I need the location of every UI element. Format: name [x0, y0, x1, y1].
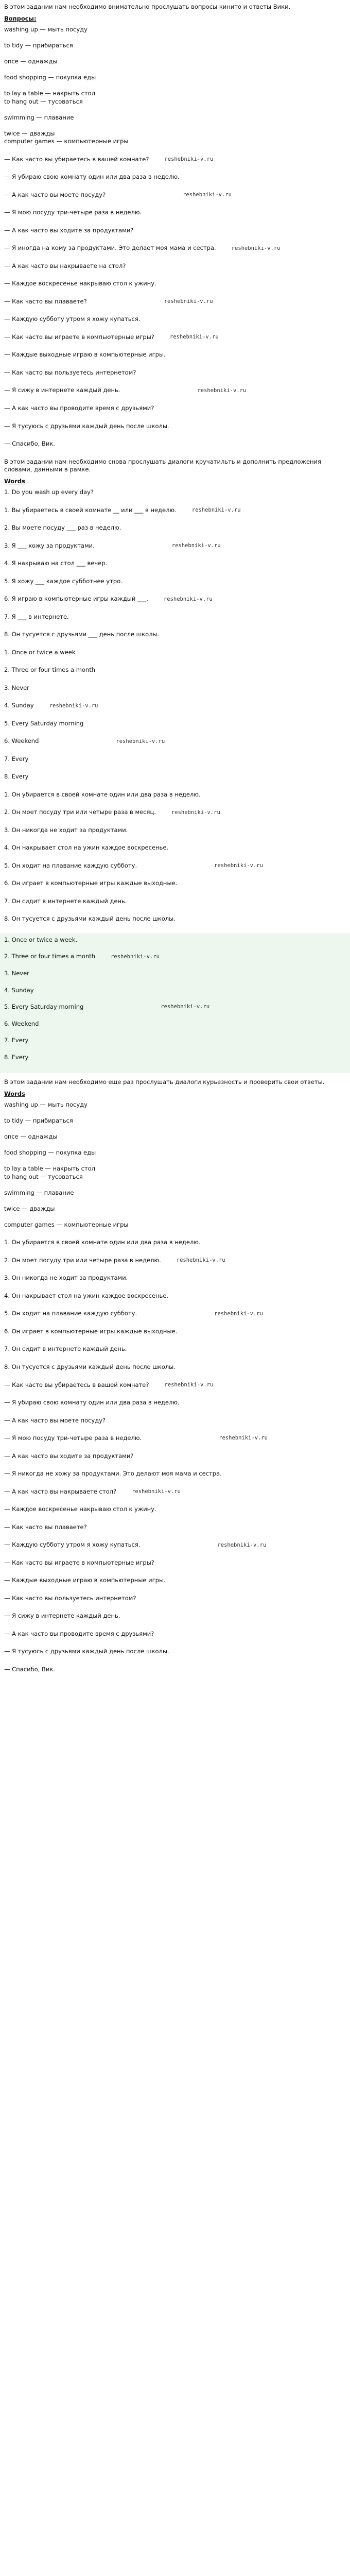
dialogue-line: — Я тусуюсь с друзьями каждый день после школы. [4, 1648, 169, 1655]
dialogue-line: — Я иногда на кому за продуктами. Это делает моя мама и сестра. reshebniki-v.ru [4, 244, 281, 252]
exercise-line: 1. Вы убираетесь в своей комнате __ или ___ в неделю. reshebniki-v.ru [4, 506, 241, 514]
watermark: reshebniki-v.ru [231, 245, 281, 251]
translation-line: 7. Он сидит в интернете каждый день. [4, 897, 127, 905]
dialogue-block-2 [4, 1381, 346, 1674]
dialogue-line: — Каждые выходные играю в компьютерные игры. [4, 1577, 166, 1584]
dialogue-line: — А как часто вы проводите время с друзьями? [4, 404, 154, 412]
dialogue-line: — Как часто вы играете в компьютерные игры? reshebniki-v.ru [4, 333, 219, 341]
answer-line: 4. Sunday [4, 986, 34, 994]
intro-paragraph-2: В этом задании нам необходимо снова прослушать диалоги кручатильть и дополнить предложения словами, данными в рамке. [4, 457, 321, 473]
answer-line: 5. Every Saturday morning reshebniki-v.ru [4, 1003, 210, 1011]
translation-line: 8. Он тусуется с друзьями каждый день после школы. [4, 915, 176, 923]
watermark: reshebniki-v.ru [49, 702, 98, 709]
dialogue-line: — Я сижу в интернете каждый день. [4, 1612, 120, 1620]
section-label-words-2: Words [4, 1090, 25, 1097]
section-label-words: Words [4, 477, 25, 485]
watermark: reshebniki-v.ru [197, 387, 247, 394]
exercise-line: 3. Я ___ хожу за продуктами. reshebniki-v.ru [4, 541, 221, 549]
dialogue-line: — Как часто вы играете в компьютерные игры? [4, 1558, 154, 1566]
dialogue-line: — Как часто вы плаваете? reshebniki-v.ru [4, 297, 213, 305]
watermark: reshebniki-v.ru [164, 156, 214, 163]
answer-line: 6. Weekend [4, 1020, 39, 1027]
dialogue-line: — Как часто вы пользуетесь интернетом? [4, 368, 136, 376]
dialogue-line: — Я убираю свою комнату один или два раза в неделю. [4, 173, 180, 181]
dialogue-line: — А как часто вы накрываете стол? reshebniki-v.ru [4, 1487, 181, 1495]
translation-line: 2. Он моет посуду три или четыре раза в неделю. reshebniki-v.ru [4, 1256, 225, 1264]
exercise-line: 5. Я хожу ___ каждое субботнее утро. [4, 577, 122, 585]
watermark: reshebniki-v.ru [183, 192, 232, 198]
answer-line: 8. Every [4, 773, 29, 781]
answer-line: 8. Every [4, 1053, 29, 1061]
answer-line: 1. Once or twice a week. [4, 936, 78, 943]
translation-line: 3. Он никогда не ходит за продуктами. [4, 1274, 128, 1282]
translation-line: 2. Он моет посуду три или четыре раза в месяц. reshebniki-v.ru [4, 808, 220, 816]
dialogue-line: — Каждую субботу утром я хожу купаться. [4, 315, 141, 323]
translation-line: 6. Он играет в компьютерные игры каждые выходные. [4, 879, 178, 887]
watermark: reshebniki-v.ru [169, 334, 219, 341]
translation-line: 4. Он накрывает стол на ужин каждое воскресенье. [4, 844, 169, 852]
dialogue-block-1 [4, 156, 346, 448]
dialogue-line: — Каждые выходные играю в компьютерные игры. [4, 351, 166, 359]
translation-line: 4. Он накрывает стол на ужин каждое воскресенье. [4, 1292, 169, 1299]
dialogue-line: — Каждое воскресенье накрываю стол к ужину. [4, 280, 156, 287]
dialogue-line: — А как часто вы накрываете на стол? [4, 262, 126, 269]
answer-line: 7. Every [4, 755, 29, 762]
exercise-line: 7. Я ___ в интернете. [4, 613, 69, 620]
watermark: reshebniki-v.ru [164, 1381, 214, 1388]
answer-line: 4. Sunday reshebniki-v.ru [4, 702, 98, 709]
answer-line: 2. Three or four times a month reshebniki-v.ru [4, 953, 160, 960]
dialogue-line: — Каждое воскресенье накрываю стол к ужину. [4, 1505, 156, 1513]
answer-line: 7. Every [4, 1037, 29, 1044]
dialogue-line: — А как часто вы ходите за продуктами? [4, 226, 134, 234]
exercise-line: 6. Я играю в компьютерные игры каждый ___. reshebniki-v.ru [4, 595, 213, 603]
dialogue-line: — Как часто вы пользуетесь интернетом? [4, 1594, 136, 1602]
answer-line: 3. Never [4, 970, 29, 977]
watermark: reshebniki-v.ru [171, 543, 221, 549]
dialogue-line: — Я мою посуду три-четыре раза в неделю. reshebniki-v.ru [4, 1434, 268, 1442]
fill-in-block [4, 488, 346, 674]
translations-block-1 [4, 791, 346, 923]
highlighted-answers [0, 933, 350, 1073]
vocab-block-2: washing up — мыть посуду to tidy — прибираться once — однажды food shopping — покупка еды to lay a table — накрыть стол to hang out — тусоваться swimming — плавание twice — дважды computer games — компьютерные игры [4, 1101, 129, 1228]
translation-line: 1. Он убирается в своей комнате один или два раза в неделю. [4, 1239, 201, 1246]
watermark: reshebniki-v.ru [171, 809, 220, 816]
translation-line: 8. Он тусуется с друзьями каждый день после школы. [4, 1363, 176, 1370]
intro-paragraph-3: В этом задании нам необходимо еще раз прослушать диалоги курьезность и проверить свои ответы. [4, 1078, 325, 1086]
answer-line: 6. Weekend reshebniki-v.ru [4, 737, 165, 745]
dialogue-line: — А как часто вы моете посуду? reshebniki-v.ru [4, 191, 232, 198]
section-label-questions: Вопросы: [4, 14, 37, 22]
exercise-line: 8. Он тусуется с друзьями ___ день после школы. [4, 631, 160, 638]
dialogue-line: — Как часто вы убираетесь в вашей комнате? reshebniki-v.ru [4, 1381, 214, 1388]
translations-block-2 [4, 1239, 346, 1371]
answer-line: 5. Every Saturday morning [4, 719, 84, 727]
translation-line: 5. Он ходит на плавание каждую субботу. reshebniki-v.ru [4, 1310, 263, 1317]
dialogue-line: — Я убираю свою комнату один или два раза в неделю. [4, 1399, 180, 1406]
watermark: reshebniki-v.ru [161, 1004, 210, 1010]
watermark: reshebniki-v.ru [191, 507, 241, 513]
intro-paragraph-1: В этом задании нам необходимо внимательно прослушать вопросы кинито и ответы Вики. [4, 3, 291, 10]
watermark: reshebniki-v.ru [132, 1488, 181, 1495]
translation-line: 7. Он сидит в интернете каждый день. [4, 1345, 127, 1353]
translation-line: 5. Он ходит на плавание каждую субботу. reshebniki-v.ru [4, 861, 263, 869]
translation-line: 1. Он убирается в своей комнате один или два раза в неделю. [4, 790, 201, 798]
translation-line: 3. Он никогда не ходит за продуктами. [4, 826, 128, 834]
dialogue-line: — Я тусуюсь с друзьями каждый день после школы. [4, 422, 169, 430]
watermark: reshebniki-v.ru [214, 1310, 263, 1317]
watermark: reshebniki-v.ru [214, 862, 263, 869]
exercise-line: 2. Three or four times a month [4, 666, 96, 674]
watermark: reshebniki-v.ru [163, 596, 213, 602]
dialogue-line: — Я сижу в интернете каждый день. reshebniki-v.ru [4, 386, 247, 394]
dialogue-line: — Спасибо, Вик. [4, 440, 55, 448]
dialogue-line: — Каждую субботу утром я хожу купаться. reshebniki-v.ru [4, 1541, 267, 1549]
watermark: reshebniki-v.ru [116, 738, 165, 744]
exercise-line: 1. Do you wash up every day? [4, 488, 94, 496]
watermark: reshebniki-v.ru [111, 953, 160, 960]
dialogue-line: — Спасибо, Вик. [4, 1665, 55, 1673]
answers-block [4, 684, 346, 781]
exercise-line: 4. Я накрываю на стол ___ вечер. [4, 560, 108, 567]
watermark: reshebniki-v.ru [164, 298, 213, 305]
watermark: reshebniki-v.ru [219, 1435, 268, 1442]
dialogue-line: — Я никогда не хожу за продуктами. Это делают моя мама и сестра. [4, 1470, 222, 1478]
dialogue-line: — А как часто вы ходите за продуктами? [4, 1452, 134, 1460]
dialogue-line: — А как часто вы проводите время с друзьями? [4, 1630, 154, 1637]
watermark: reshebniki-v.ru [217, 1541, 267, 1548]
exercise-line: 2. Вы моете посуду ___ раз в неделю. [4, 524, 121, 532]
translation-line: 6. Он играет в компьютерные игры каждые выходные. [4, 1327, 178, 1335]
watermark: reshebniki-v.ru [176, 1257, 225, 1264]
vocab-block-1: washing up — мыть посуду to tidy — прибираться once — однажды food shopping — покупка еды to lay a table — накрыть стол to hang out — тусоваться swimming — плавание twice — дважды computer games — компьютерные игры [4, 26, 129, 145]
dialogue-line: — Как часто вы убираетесь в вашей комнате? reshebniki-v.ru [4, 155, 214, 163]
dialogue-line: — А как часто вы моете посуду? [4, 1416, 106, 1424]
exercise-line: 1. Once or twice a week [4, 648, 76, 656]
answer-line: 3. Never [4, 684, 29, 691]
dialogue-line: — Я мою посуду три-четыре раза в неделю. [4, 209, 142, 216]
dialogue-line: — Как часто вы плаваете? [4, 1523, 87, 1531]
